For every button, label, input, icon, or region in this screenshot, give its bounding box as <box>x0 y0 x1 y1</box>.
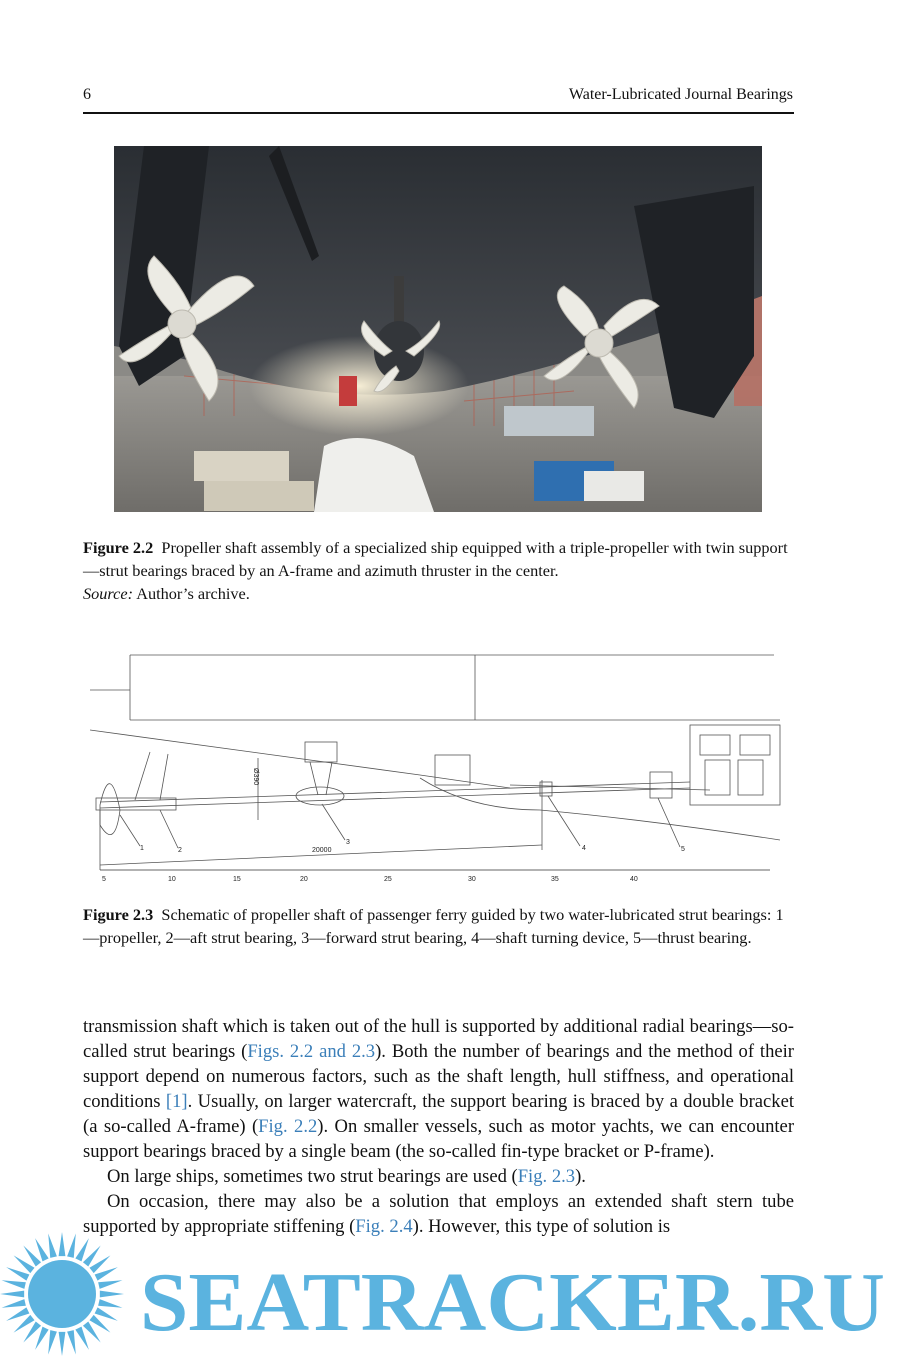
figure-reference-link[interactable]: Fig. 2.3 <box>517 1166 576 1187</box>
schematic-part-label: 3 <box>346 839 350 846</box>
text-run: On occasion, there may also be a solution that employs an extended shaft stern tube supported by appropriate stiffening ( <box>83 1191 794 1237</box>
page-number: 6 <box>83 86 91 103</box>
header-rule <box>83 112 794 114</box>
schematic-dimension-label: 20000 <box>312 847 332 854</box>
scale-tick-label: 20 <box>300 876 308 883</box>
figure-2-3-text: Schematic of propeller shaft of passenger ferry guided by two water-lubricated strut bearings: 1—propeller, 2—aft strut bearing, 3—forward strut bearing, 4—shaft turning device, 5—thrust bearing. <box>83 905 784 947</box>
body-text <box>83 1014 794 1239</box>
sun-ray <box>0 1291 24 1298</box>
schematic-part-label: 4 <box>582 845 586 852</box>
schematic-part-label: 5 <box>681 846 685 853</box>
schematic-diameter-label: Ø390 <box>252 768 259 786</box>
paragraph <box>83 1164 794 1189</box>
sun-ray <box>95 1307 118 1321</box>
watermark-text: SEATRACKER.RU <box>140 1256 885 1349</box>
schematic-part-label: 1 <box>140 845 144 852</box>
text-run: . Usually, on larger watercraft, the support bearing is braced by a double bracket (a so-called A-frame) ( <box>83 1091 795 1137</box>
figure-2-3-schematic <box>90 650 790 890</box>
scale-tick-label: 10 <box>168 876 176 883</box>
sun-ray <box>48 1330 57 1354</box>
scale-tick-label: 30 <box>468 876 476 883</box>
sun-ray <box>100 1291 124 1298</box>
sun-ray <box>59 1232 66 1256</box>
scale-tick-label: 15 <box>233 876 241 883</box>
figure-2-2-caption <box>83 536 794 605</box>
text-run: ). On smaller vessels, such as motor yachts, we can encounter support bearings braced by a single beam (the so-called fin-type bracket or P-frame). <box>83 1116 795 1162</box>
scale-tick-label: 5 <box>102 876 106 883</box>
sun-ray <box>2 1280 26 1289</box>
figure-2-2-label: Figure 2.2 <box>83 538 154 557</box>
sun-ray <box>59 1332 66 1356</box>
figure-reference-link[interactable]: Figs. 2.2 and 2.3 <box>247 1041 376 1062</box>
scale-tick-label: 35 <box>551 876 559 883</box>
sun-ray <box>2 1299 26 1308</box>
paragraph <box>83 1014 794 1164</box>
figure-reference-link[interactable]: Fig. 2.4 <box>355 1216 413 1237</box>
text-run: ). However, this type of solution is <box>412 1216 671 1237</box>
figure-reference-link[interactable]: Fig. 2.2 <box>258 1116 318 1137</box>
watermark <box>0 1228 900 1360</box>
sun-ray <box>67 1234 76 1258</box>
sun-ray <box>48 1234 57 1258</box>
sun-ray <box>67 1330 76 1354</box>
sun-ray <box>75 1327 89 1350</box>
sun-ray <box>35 1327 49 1350</box>
sun-ray <box>95 1267 118 1281</box>
text-run: On large ships, sometimes two strut bearings are used ( <box>107 1166 518 1187</box>
sun-ray <box>6 1267 29 1281</box>
running-head: Water-Lubricated Journal Bearings <box>568 86 793 103</box>
figure-2-2-source: Author’s archive. <box>136 584 250 603</box>
schematic-part-label: 2 <box>178 847 182 854</box>
figure-2-3-caption <box>83 903 794 949</box>
sun-ray <box>6 1307 29 1321</box>
sun-ray <box>98 1280 122 1289</box>
scale-tick-label: 40 <box>630 876 638 883</box>
sun-ray <box>98 1299 122 1308</box>
scale-tick-label: 25 <box>384 876 392 883</box>
sun-ray <box>35 1238 49 1261</box>
text-run: transmission shaft which is taken out of the hull is supported by additional radial bearings—so-called strut bearings ( <box>83 1016 794 1062</box>
figure-2-3-label: Figure 2.3 <box>83 905 154 924</box>
citation-link[interactable]: [1] <box>165 1091 188 1112</box>
sun-ray <box>75 1238 89 1261</box>
figure-2-2-photo <box>114 146 762 512</box>
figure-2-2-text: Propeller shaft assembly of a specialized ship equipped with a triple-propeller with twin support—strut bearings braced by an A-frame and azimuth thruster in the center. <box>83 538 788 580</box>
text-run: ). <box>575 1166 586 1187</box>
sun-logo-icon <box>0 1232 124 1356</box>
figure-2-2-source-label: Source: <box>83 584 134 603</box>
text-run: ). Both the number of bearings and the method of their support depend on numerous factors, such as the shaft length, hull stiffness, and operational conditions <box>83 1041 794 1112</box>
